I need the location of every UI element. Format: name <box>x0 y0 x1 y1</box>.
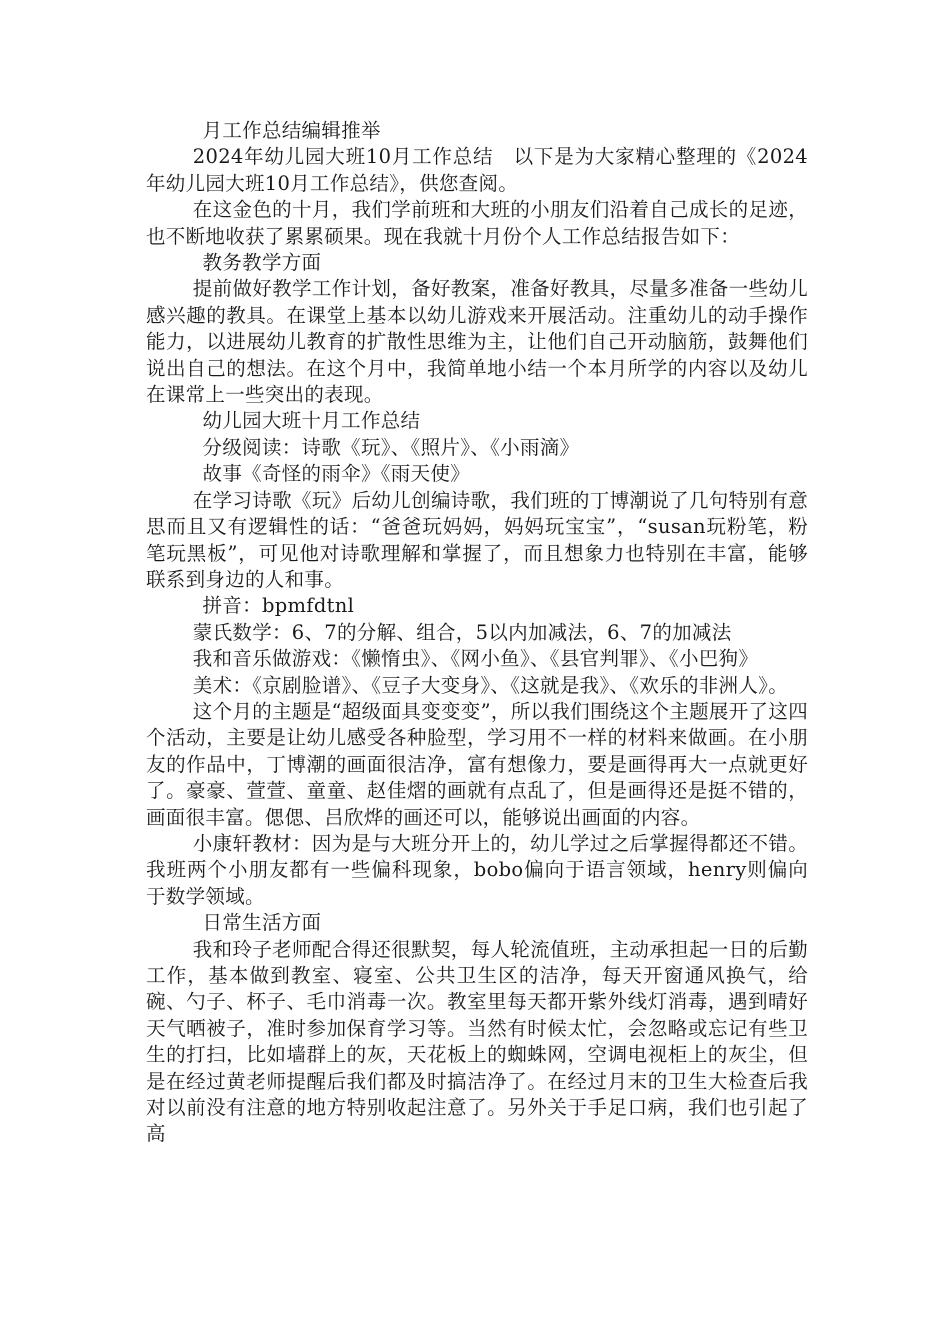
math-paragraph: 蒙氏数学：6、7的分解、组合，5以内加减法，6、7的加减法 <box>192 620 732 644</box>
teaching-paragraph: 提前做好教学工作计划，备好教案，准备好教具，尽量多准备一些幼儿感兴趣的教具。在课堂上基本以幼儿游戏来开展活动。注重幼儿的动手操作能力，以进展幼儿教育的扩散性思维为主，让他们自己开动脑筋，鼓舞他们说出自己的想法。在这个月中，我简单地小结一个本月所学的内容以及幼儿在课常上一些突出的表现。 <box>146 277 808 407</box>
document-title: 月工作总结编辑推举 <box>202 119 381 142</box>
section-heading-teaching: 教务教学方面 <box>202 251 322 275</box>
story-line: 故事《奇怪的雨伞》《雨天使》 <box>202 462 470 486</box>
daily-life-paragraph: 我和玲子老师配合得还很默契，每人轮流值班，主动承担起一日的后勤工作，基本做到教室、寝室、公共卫生区的洁净，每天开窗通风换气，给碗、勺子、杯子、毛巾消毒一次。教室里每天都开紫外线灯消毒，遇到晴好天气晒被子，准时参加保育学习等。当然有时候太忙，会忽略或忘记有些卫生的打扫，比如墙群上的灰，天花板上的蜘蛛网，空调电视柜上的灰尘，但是在经过黄老师提醒后我们都及时搞洁净了。在经过月末的卫生大检查后我对以前没有注意的地方特别收起注意了。另外关于手足口病，我们也引起了高 <box>146 937 808 1146</box>
document-page <box>146 118 808 1148</box>
opening-paragraph: 在这金色的十月，我们学前班和大班的小朋友们沿着自己成长的足迹，也不断地收获了累累硕果。现在我就十月份个人工作总结报告如下： <box>146 198 808 248</box>
poetry-paragraph: 在学习诗歌《玩》后幼儿创编诗歌，我们班的丁博潮说了几句特别有意思而且又有逻辑性的话：“爸爸玩妈妈，妈妈玩宝宝”，“susan玩粉笔，粉笔玩黑板”，可见他对诗歌理解和掌握了，而且想象力也特别在丰富，能够联系到身边的人和事。 <box>146 488 808 591</box>
reading-line: 分级阅读：诗歌《玩》、《照片》、《小雨滴》 <box>202 435 580 459</box>
music-paragraph: 我和音乐做游戏：《懒惰虫》、《网小鱼》、《县官判罪》、《小巴狗》 <box>192 647 759 671</box>
intro-paragraph: 2024年幼儿园大班10月工作总结 以下是为大家精心整理的《2024年幼儿园大班10月工作总结》，供您查阅。 <box>146 145 808 195</box>
art-paragraph: 美术：《京剧脸谱》、《豆子大变身》、《这就是我》、《欢乐的非洲人》。 <box>192 673 788 697</box>
theme-paragraph: 这个月的主题是“超级面具变变变”，所以我们围绕这个主题展开了这四个活动，主要是让幼儿感受各种脸型，学习用不一样的材料来做画。在小朋友的作品中，丁博潮的画面很洁净，富有想像力，要是画得再大一点就更好了。豪豪、萱萱、童童、赵佳熠的画就有点乱了，但是画得还是挺不错的，画面很丰富。偲偲、吕欣烨的画还可以，能够说出画面的内容。 <box>146 699 808 829</box>
section-heading-daily-life: 日常生活方面 <box>202 911 322 935</box>
pinyin-line: 拼音：bpmfdtnl <box>202 594 355 618</box>
subheading-october-summary: 幼儿园大班十月工作总结 <box>202 409 421 433</box>
textbook-paragraph: 小康轩教材：因为是与大班分开上的，幼儿学过之后掌握得都还不错。我班两个小朋友都有一些偏科现象，bobo偏向于语言领域，henry则偏向于数学领域。 <box>146 831 808 908</box>
